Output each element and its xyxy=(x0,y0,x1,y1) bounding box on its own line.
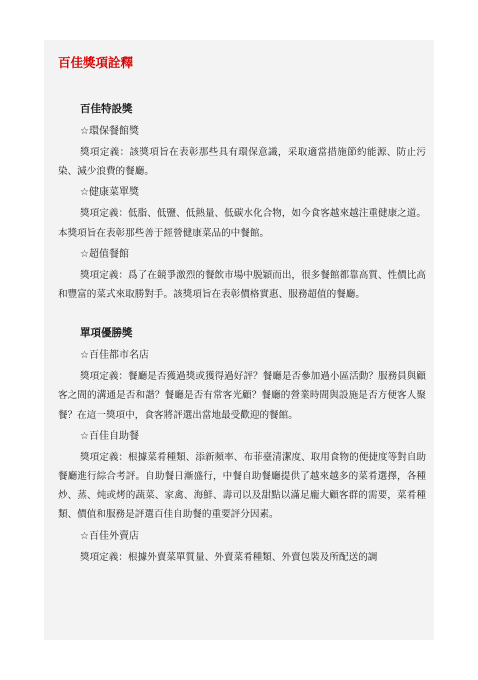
document-title: 百佳獎項詮釋 xyxy=(58,55,134,70)
document-content xyxy=(44,40,426,567)
section-heading: 百佳特設獎 xyxy=(80,103,133,115)
document-page xyxy=(44,40,434,640)
award-definition-buffet: 獎項定義：根據菜肴種類、添新頻率、布菲臺清潔度、取用食物的便捷度等對自助餐廳進行綜合考評。自助餐日漸盛行，中餐自助餐廳提供了越來越多的菜肴選擇，各種炒、蒸、炖或烤的蔬菜、家禽、海鮮、壽司以及甜點以滿足龐大顧客群的需要，菜肴種類、價值和服務是評選百佳自助餐的重要評分因素。 xyxy=(58,451,426,521)
section-special-awards xyxy=(58,100,426,304)
section-spacer xyxy=(58,306,426,324)
award-name-takeout: ☆百佳外賣店 xyxy=(80,530,139,542)
award-definition-city-famous-restaurant: 獎項定義：餐廳是否獲過獎或獲得過好評？餐廳是否參加過小區活動？服務員與顧客之間的溝通是否和諧？餐廳是否有常客光顧？餐廳的營業時間與設施是否方便客人聚餐？在這一獎項中，食客將評選出當地最受歡迎的餐館。 xyxy=(58,371,426,421)
award-definition-value-restaurant: 獎項定義：爲了在競爭激烈的餐飲市場中脱穎而出，很多餐館都靠高質、性價比高和豐富的菜式來取勝對手。該獎項旨在表彰價格實惠、服務超值的餐廳。 xyxy=(58,269,426,301)
award-name-healthy-menu: ☆健康菜單獎 xyxy=(80,187,139,199)
award-definition-eco-restaurant: 獎項定義：該獎項旨在表彰那些具有環保意識，采取適當措施節約能源、防止污染、減少浪費的餐廳。 xyxy=(58,147,426,178)
award-name-buffet: ☆百佳自助餐 xyxy=(80,430,139,442)
section-heading: 單項優勝獎 xyxy=(80,327,133,340)
award-definition-takeout: 獎項定義：根據外賣菜單質量、外賣菜肴種類、外賣包裝及所配送的調 xyxy=(80,551,378,563)
section-single-awards xyxy=(58,324,426,567)
award-name-city-famous-restaurant: ☆百佳都市名店 xyxy=(80,350,149,362)
award-name-value-restaurant: ☆超值餐館 xyxy=(80,248,129,260)
award-definition-healthy-menu: 獎項定義：低脂、低鹽、低熱量、低碳水化合物，如今食客越來越注重健康之道。本獎項旨在表彰那些善于經營健康菜品的中餐館。 xyxy=(58,208,426,239)
award-name-eco-restaurant: ☆環保餐館獎 xyxy=(80,126,139,137)
